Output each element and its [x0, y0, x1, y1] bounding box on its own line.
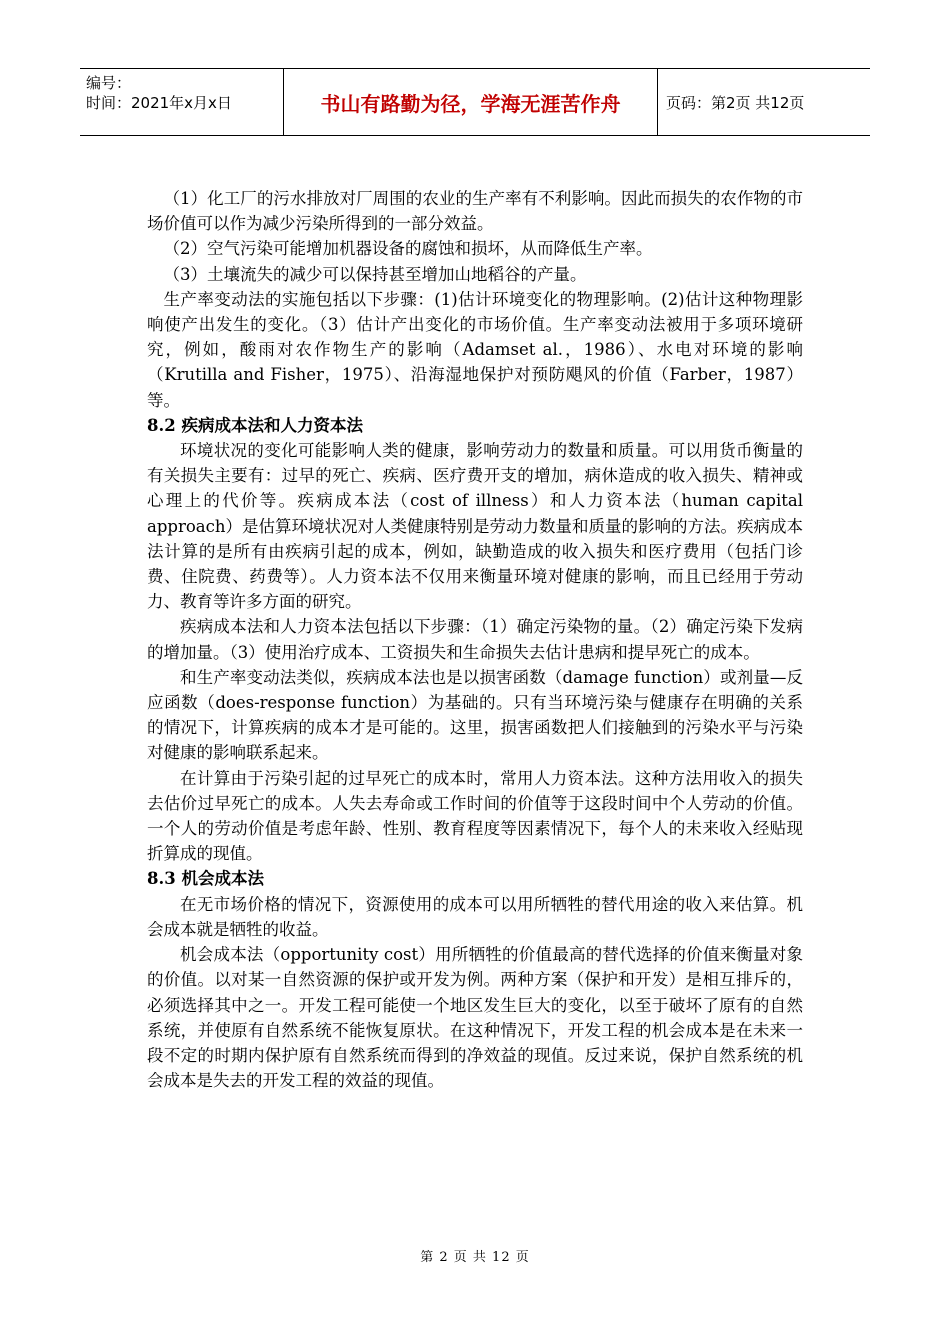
paragraph: 机会成本法（opportunity cost）用所牺牲的价值最高的替代选择的价值来衡量对象的价值。以对某一自然资源的保护或开发为例。两种方案（保护和开发）是相互排斥的，必须选择其中之一。开发工程可能使一个地区发生巨大的变化，以至于破坏了原有的自然系统，并使原有自然系统不能恢复原状。在这种情况下，开发工程的机会成本是在未来一段不定的时期内保护原有自然系统而得到的净效益的现值。反过来说，保护自然系统的机会成本是失去的开发工程的效益的现值。	[147, 945, 803, 1091]
page-footer: 第 2 页 共 12 页	[420, 1250, 530, 1265]
header-meta	[80, 69, 284, 135]
paragraph: 和生产率变动法类似，疾病成本法也是以损害函数（damage function）或剂量—反应函数（does-response function）为基础的。只有当环境污染与健康存在明确的关系的情况下，计算疾病的成本才是可能的。这里，损害函数把人们接触到的污染水平与污染对健康的影响联系起来。	[147, 667, 803, 763]
document-date-label: 时间：2021年x月x日	[86, 94, 232, 112]
paragraph: 在无市场价格的情况下，资源使用的成本可以用所牺牲的替代用途的收入来估算。机会成本就是牺牲的收益。	[147, 894, 803, 939]
paragraph: （1）化工厂的污水排放对厂周围的农业的生产率有不利影响。因此而损失的农作物的市场价值可以作为减少污染所得到的一部分效益。	[147, 189, 803, 234]
paragraph: （2）空气污染可能增加机器设备的腐蚀和损坏，从而降低生产率。	[163, 239, 653, 259]
paragraph: 疾病成本法和人力资本法包括以下步骤：（1）确定污染物的量。（2）确定污染下发病的增加量。（3）使用治疗成本、工资损失和生命损失去估计患病和提早死亡的成本。	[147, 617, 803, 662]
section-heading-8-2: 8.2 疾病成本法和人力资本法	[147, 415, 363, 435]
page-header	[80, 68, 870, 136]
header-motto: 书山有路勤为径，学海无涯苦作舟	[284, 69, 658, 135]
section-heading-8-3: 8.3 机会成本法	[147, 869, 264, 889]
header-page-indicator: 页码：第2页 共12页	[666, 93, 805, 112]
paragraph: 环境状况的变化可能影响人类的健康，影响劳动力的数量和质量。可以用货币衡量的有关损失主要有：过早的死亡、疾病、医疗费开支的增加，病休造成的收入损失、精神或心理上的代价等。疾病成本法（cost of illness）和人力资本法（human capital approach）是估算环境状况对人类健康特别是劳动力数量和质量的影响的方法。疾病成本法计算的是所有由疾病引起的成本，例如，缺勤造成的收入损失和医疗费用（包括门诊费、住院费、药费等）。人力资本法不仅用来衡量环境对健康的影响，而且已经用于劳动力、教育等许多方面的研究。	[147, 441, 803, 612]
paragraph: 在计算由于污染引起的过早死亡的成本时，常用人力资本法。这种方法用收入的损失去估价过早死亡的成本。人失去寿命或工作时间的价值等于这段时间中个人劳动的价值。一个人的劳动价值是考虑年龄、性别、教育程度等因素情况下，每个人的未来收入经贴现折算成的现值。	[147, 768, 803, 864]
document-body	[147, 186, 803, 1093]
paragraph: 生产率变动法的实施包括以下步骤：(1)估计环境变化的物理影响。(2)估计这种物理影响使产出发生的变化。（3）估计产出变化的市场价值。生产率变动法被用于多项环境研究，例如，酸雨对农作物生产的影响（Adamset al.，1986）、水电对环境的影响（Krutilla and Fisher，1975）、沿海湿地保护对预防飓风的价值（Farber，1987）等。	[147, 289, 803, 410]
document-number-label: 编号：	[86, 74, 132, 92]
paragraph: （3）土壤流失的减少可以保持甚至增加山地稻谷的产量。	[163, 264, 587, 284]
